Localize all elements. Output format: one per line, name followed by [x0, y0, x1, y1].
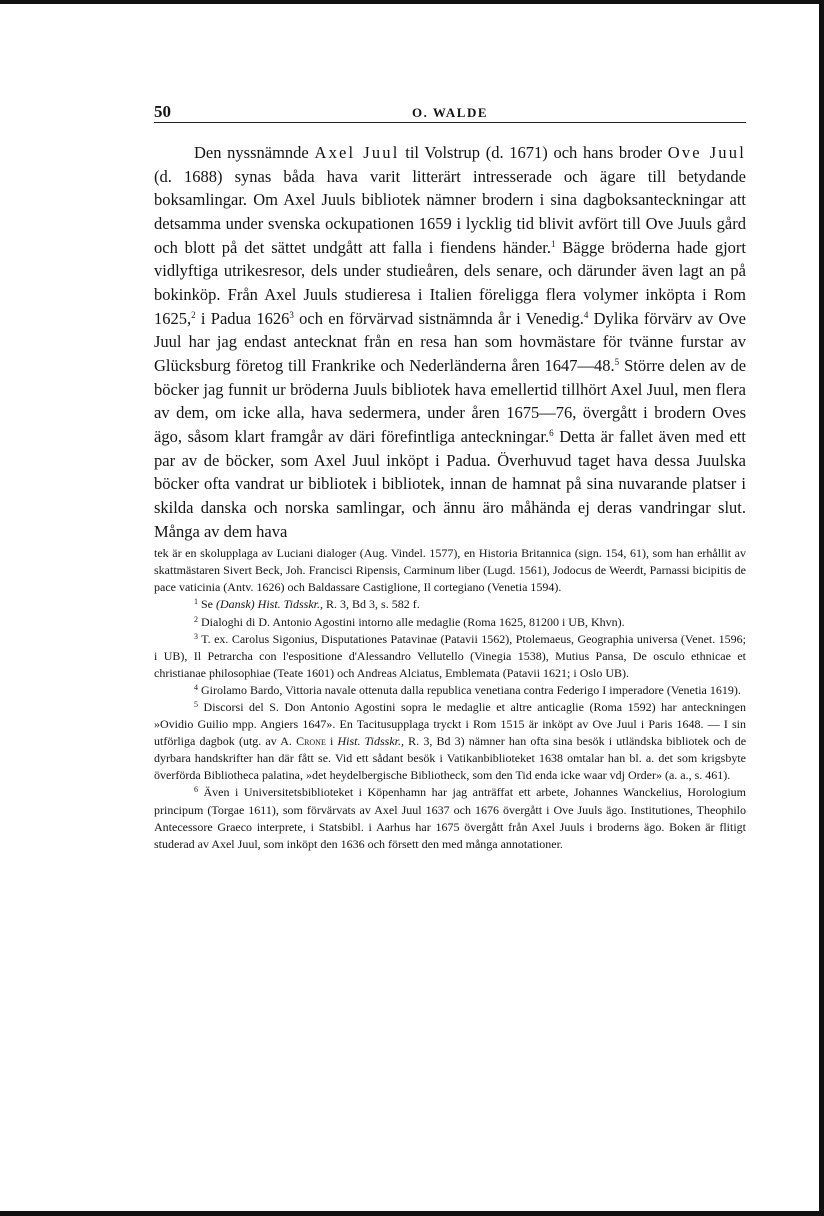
- footnote-text: Även i Universitetsbiblioteket i Köpenhamn har jag anträffat ett arbete, Johannes Wanckelius, Horologium principum (Torgae 1611), som förvärvats av Axel Juul 1637 och 1676 övergått i Ove Juuls ägo. Institutiones, Theophilo Antecessore Graeco interprete, i Statsbibl. i Aarhus har 1675 övergått från Axel Juuls i broderns ägo. Boken är flitigt studerad av Axel Juul, som inköpt den 1636 och försett den med många annotationer.: [154, 785, 747, 851]
- text-run: Detta är fallet även med ett par av de böcker, som Axel Juul inköpt i Padua. Överhuvud taget hava dessa Juulska böcker ofta vandrat ur bibliotek i bibliotek, innan de hamnat på sina nuvarande platser i skilda danska och norska samlingar, och ännu äro måhända ej deras vandringar slut. Många av dem hava: [154, 426, 747, 541]
- footnote-number: 1: [194, 597, 198, 607]
- footnote-marker: 2: [191, 309, 196, 320]
- footnote-text: Girolamo Bardo, Vittoria navale ottenuta dalla republica venetiana contra Federigo I imperadore (Venetia 1619).: [201, 682, 741, 697]
- footnote-text: R. 3, Bd 3) nämner han ofta sina besök i utländska bibliotek och de dyrbara handskrifter han där fått se. Vid ett sådant besök i Vatikanbiblioteket 1638 omtalar han bl. a. det som krigsbyte överförda Bibliotheca palatina, »det heydelbergische Bibliotheck, som den Tid enda icke waar vdj Order» (a. a., s. 461).: [154, 734, 747, 783]
- text-run: (d. 1688) synas båda hava varit litterärt intresserade och ägare till betydande boksamlingar. Om Axel Juuls bibliotek nämner brodern i sina dagboksanteckningar att detsamma under svenska ockupationen 1659 i lycklig tid blivit avfört till Ove Juuls gård och blott på det sättet undgått att falla i fiendens händer.: [154, 166, 746, 257]
- footnote-marker: 4: [583, 309, 589, 320]
- paragraph: [154, 141, 746, 543]
- footnote-number: 4: [194, 682, 198, 692]
- page: [154, 102, 746, 853]
- text-run: Dylika förvärv av Ove Juul har jag endast antecknat från en resa han som hovmästare för tvänne furstar av Glücksburg företog till Frankrike och Nederländerna åren 1647—48.: [154, 308, 747, 375]
- footnote-1: [154, 596, 746, 613]
- footnote-text: Se: [201, 597, 213, 612]
- main-text: [154, 141, 746, 543]
- footnote-text: Discorsi del S. Don Antonio Agostini sopra le medaglie et altre anticaglie (Roma 1592) har anteckningen »Ovidio Guilio mpp. Angiers 1647». En Tacitusupplaga tryckt i Rom 1515 är inköpt av Ove Juul i Paris 1648. — I sin utförliga dagbok (utg. av A.: [154, 700, 747, 749]
- footnote-number: 5: [194, 700, 198, 709]
- footnote-3: [154, 631, 746, 682]
- text-run: til Volstrup (d. 1671) och hans broder: [405, 143, 662, 162]
- footnote-number: 2: [194, 614, 198, 624]
- footnote-marker: 3: [289, 309, 294, 320]
- author-name: Crone: [296, 734, 326, 749]
- footnote-5: [154, 699, 746, 784]
- page-header: [154, 102, 746, 123]
- scan-edge-top: [0, 0, 824, 4]
- footnote-text: T. ex. Carolus Sigonius, Disputationes Patavinae (Patavii 1562), Ptolemaeus, Geographia universa (Venet. 1596; i UB), Il Petrarcha con l'espositione d'Alessandro Vellutello (Vinegia 1538), Mutius Pansa, De osculo ethnicae et christianae philosophiae (Teate 1601) och Andreas Alciatus, Emblemata (Patavii 1621; i Oslo UB).: [154, 631, 746, 680]
- footnote-continuation: tek är en skolupplaga av Luciani dialoger (Aug. Vindel. 1577), en Historia Britannica (sign. 154, 61), som han erhållit av skattmästaren Sivert Beck, Joh. Francisci Ripensis, Carminum liber (Lugd. 1561), Jodocus de Weerdt, Parnassi bicipitis de pace vaticinia (Antv. 1626) och Baldassare Castiglione, Il cortegiano (Venetia 1594).: [154, 546, 746, 595]
- person-name: Ove Juul: [667, 143, 746, 162]
- page-number: 50: [154, 102, 171, 121]
- footnote-4: [154, 682, 746, 699]
- journal-title: (Dansk) Hist. Tidsskr.,: [216, 597, 324, 612]
- footnotes: [154, 545, 746, 853]
- footnote-text: i: [330, 734, 334, 749]
- footnote-number: 6: [194, 785, 198, 795]
- text-run: och en förvärvad sistnämnda år i Venedig.: [299, 308, 584, 328]
- footnote-marker: 6: [549, 427, 554, 438]
- footnote-text: Dialoghi di D. Antonio Agostini intorno alle medaglie (Roma 1625, 81200 i UB, Khvn).: [201, 614, 625, 629]
- person-name: Axel Juul: [314, 143, 400, 162]
- footnote-6: [154, 784, 746, 852]
- footnote-marker: 1: [551, 238, 556, 249]
- footnote-marker: 5: [614, 356, 620, 367]
- text-run: i Padua 1626: [200, 308, 290, 328]
- footnote-text: R. 3, Bd 3, s. 582 f.: [326, 597, 420, 612]
- scan-edge-right: [819, 0, 824, 1216]
- text-run: Större delen av de böcker jag funnit ur bröderna Juuls bibliotek hava emellertid tillhört Axel Juul, men flera av dem, om icke alla, hava sedermera, under åren 1675—76, övergått i brodern Oves ägo, såsom klart framgår av däri förefintliga anteckningar.: [154, 355, 747, 446]
- journal-title: Hist. Tidsskr.,: [337, 734, 405, 749]
- text-run: Den nyssnämnde: [194, 143, 309, 162]
- footnote-number: 3: [194, 631, 198, 641]
- scan-edge-bottom: [0, 1211, 824, 1216]
- running-head: O. WALDE: [411, 105, 489, 120]
- footnote-2: [154, 614, 746, 631]
- text-run: Bägge bröderna hade gjort vidlyftiga utrikesresor, dels under studieåren, dels senare, och därunder även lagt an på bokinköp. Från Axel Juuls studieresa i Italien föreligga flera volymer inköpta i Rom 1625,: [154, 237, 747, 328]
